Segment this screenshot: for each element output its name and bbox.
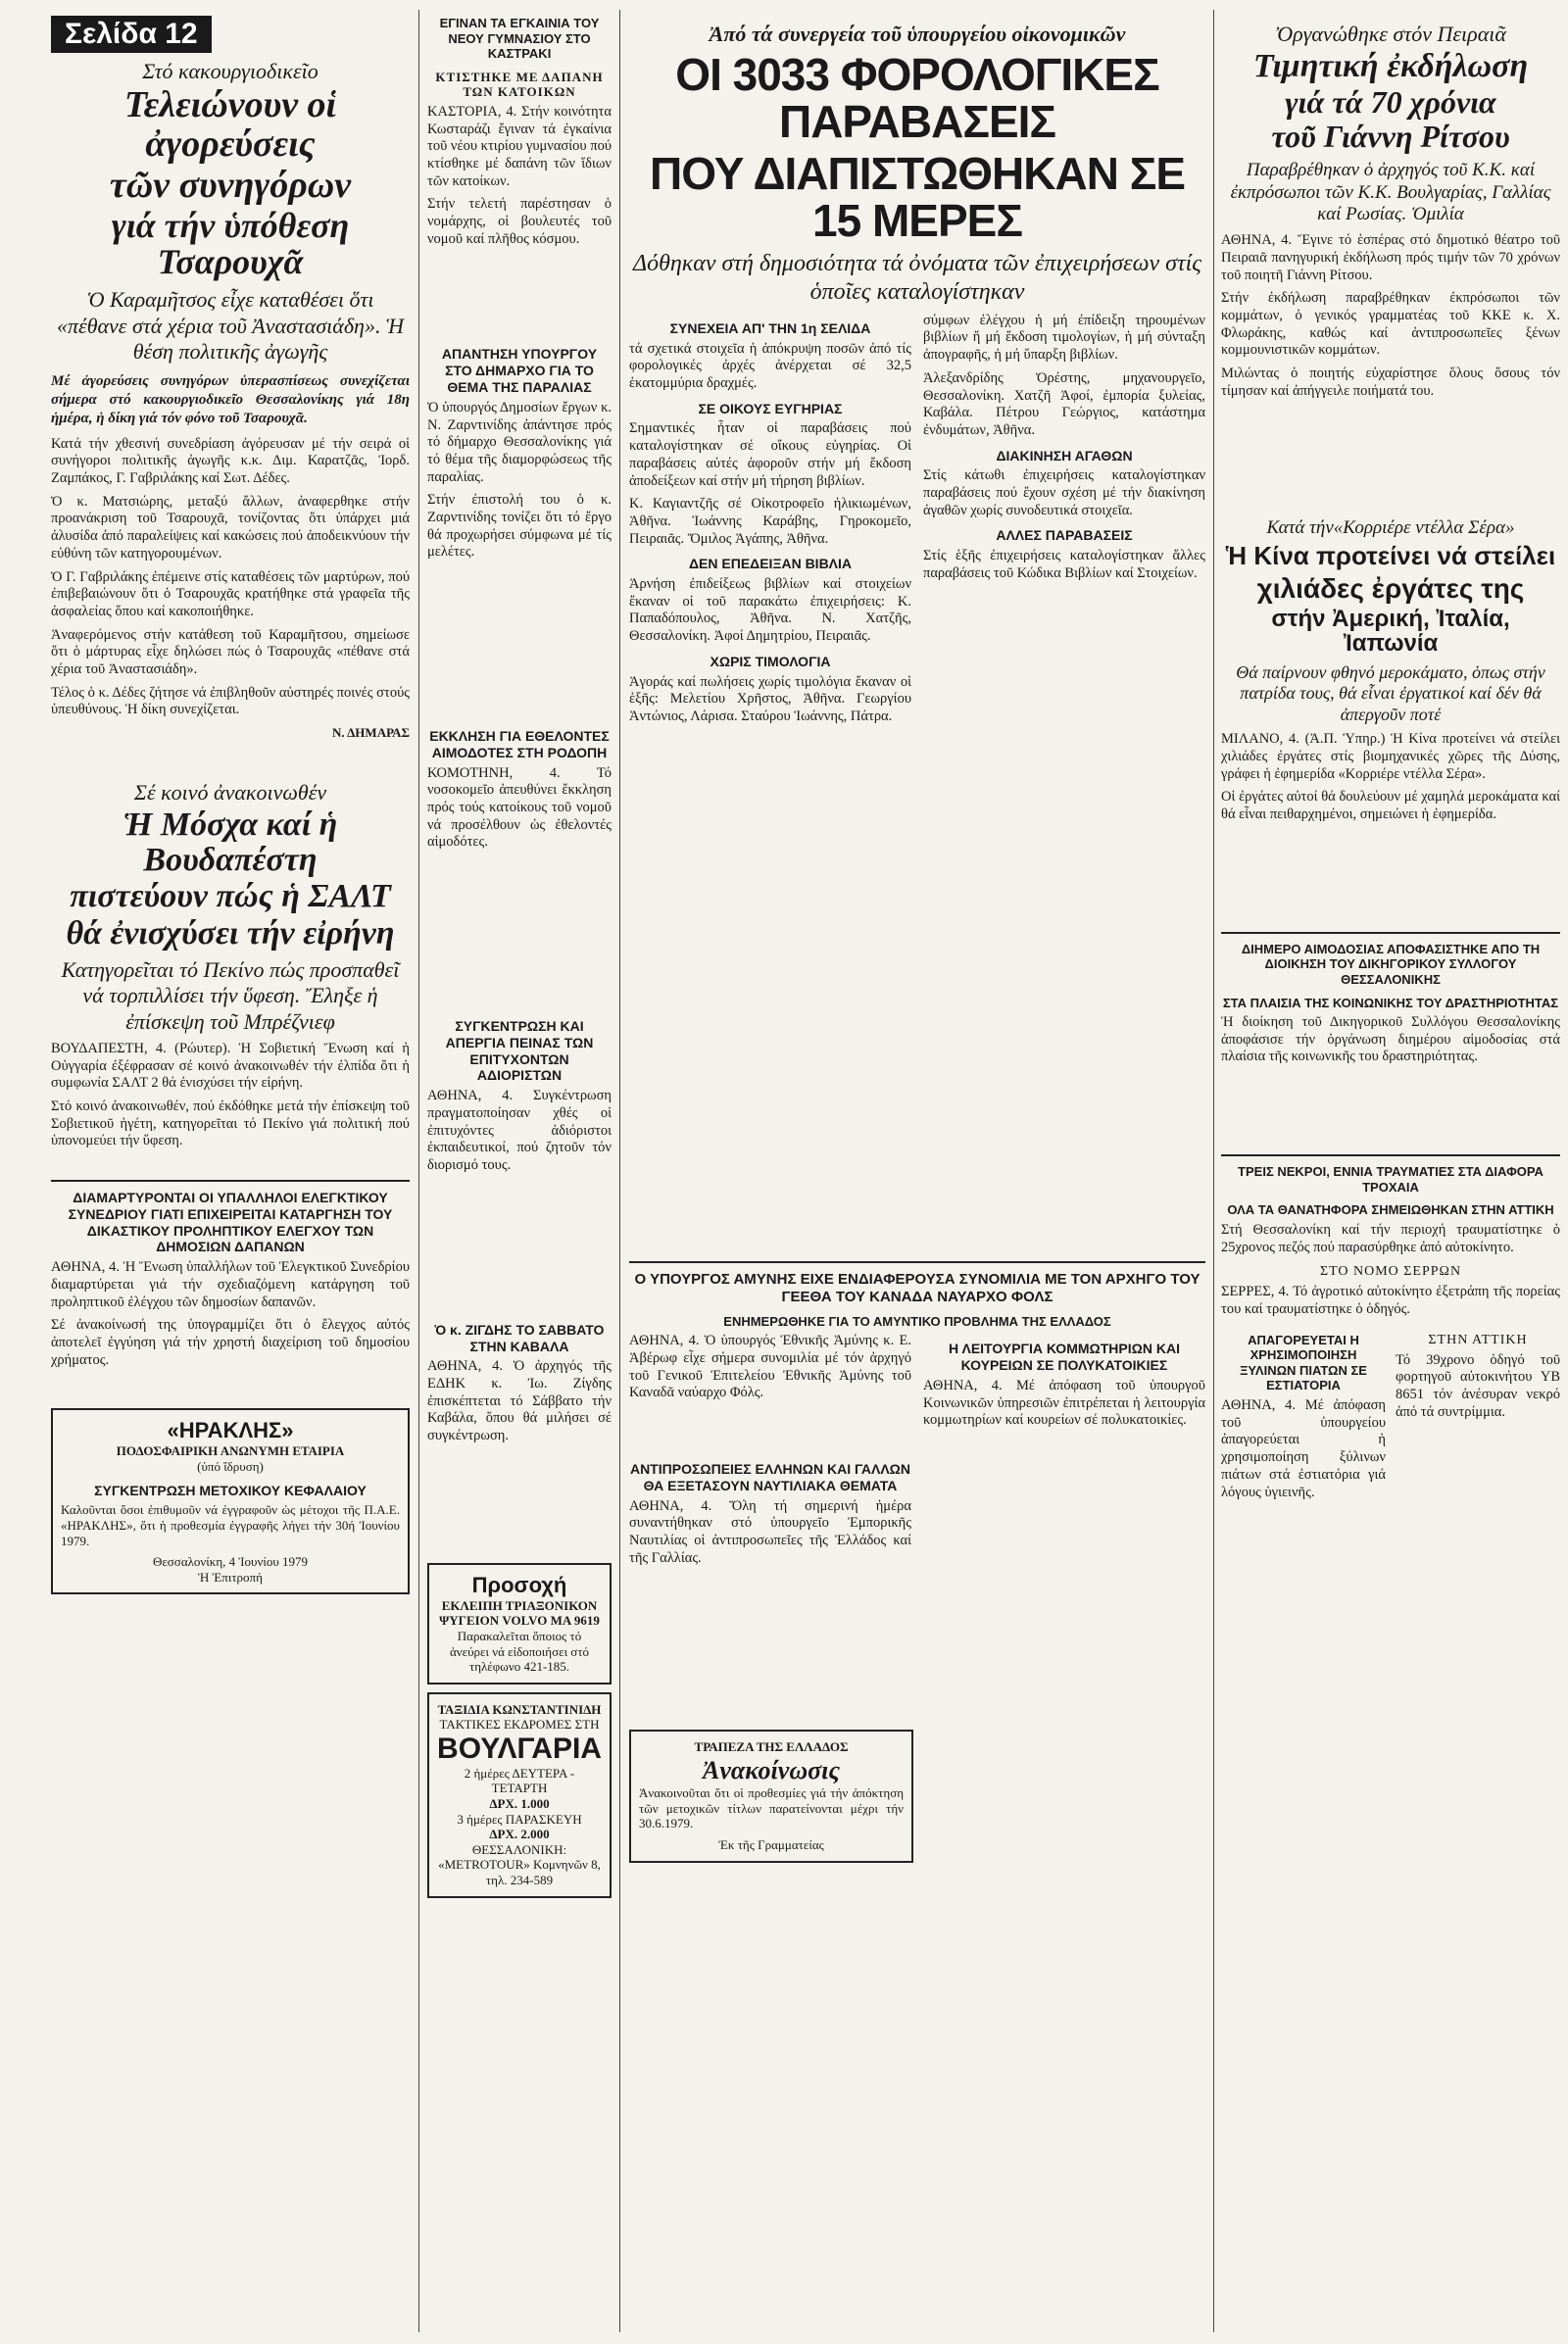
traffic-subhead-serres: ΣΤΟ ΝΟΜΟ ΣΕΡΡΩΝ [1319,1264,1462,1280]
section-divider [51,1180,410,1182]
tax-paragraph: Ἀγοράς καί πωλήσεις χωρίς τιμολόγια ἔκαναν οἱ ἑξῆς: Μελετίου Χρῆστος, Ἀθῆνα. Γεωργίου Ἀντώνιος, Λάρισα. Σταύρου Ἰωάννης, Πάτρα. [629,673,911,724]
volvo-notice-subtitle: ΕΚΛΕΙΠΗ ΤΡΙΑΞΟΝΙΚΟΝ ΨΥΓΕΙΟΝ VOLVO ΜΑ 9619 [439,1597,600,1629]
article2-deck: Κατηγορεῖται τό Πεκίνο πώς προσπαθεῖ νά τορπιλλίσει τήν ὕφεση. Ἔληξε ἡ ἐπίσκεψη τοῦ Μπρέζνιεφ [61,956,400,1034]
ritsos-paragraph: ΑΘΗΝΑ, 4. Ἔγινε τό ἑσπέρας στό δημοτικό θέατρο τοῦ Πειραιᾶ πανηγυρική ἐκδήλωση πρός τιμήν τῶν 70 χρόνων τοῦ ποιητῆ Γιάννη Ρίτσου. [1221,232,1560,283]
china-paragraph: ΜΙΛΑΝΟ, 4. (Ἀ.Π. Ὑπηρ.) Ἡ Κίνα προτείνει νά στείλει χιλιάδες ἐργάτες στίς βιομηχανικές χῶρες τῆς Δύσης, γράφει ἡ ἐφημερίδα «Κορριέρε ντέλλα Σέρα». [1221,731,1560,782]
travel-ad-option2: 3 ἡμέρες ΠΑΡΑΣΚΕΥΗ [457,1811,582,1827]
article1-headline-line2: τῶν συνηγόρων [109,164,352,206]
article2-paragraph: Στό κοινό ἀνακοινωθέν, πού ἐκδόθηκε μετά τήν ἐπίσκεψη τοῦ Σοβιετικοῦ ἡγέτη, κατηγορεῖται τό Πεκίνο γιά πολιτική πού ὑπονομεύει τήν ὕφεση. [51,1098,410,1149]
zigdis-paragraph: ΑΘΗΝΑ, 4. Ὁ ἀρχηγός τῆς ΕΔΗΚ κ. Ἰω. Ζίγδης ἐπισκέπτεται τό Σάββατο τήν Καβάλα, ὅπου θά μιλήσει σέ συγκέντρωση. [427,1358,612,1444]
article1-paragraph: Ὁ κ. Ματσιώρης, μεταξύ ἄλλων, ἀναφερθηκε στήν προανάκριση τοῦ Τσαρουχᾶ, τονίζοντας ὅτι ὑπάρχει μιά ἀλυσίδα ἀπό παραλείψεις καί κακώσεις πού ἀποδεικνύουν τήν εὐθύνη τῶν κατηγορουμένων. [51,493,410,562]
tax-deck: Δόθηκαν στή δημοσιότητα τά ὀνόματα τῶν ἐπιχειρήσεων στίς ὁποῖες καταλογίστηκαν [632,251,1202,305]
traffic-subheadline: ΟΛΑ ΤΑ ΘΑΝΑΤΗΦΟΡΑ ΣΗΜΕΙΩΘΗΚΑΝ ΣΤΗΝ ΑΤΤΙΚΗ [1227,1202,1554,1218]
shipping-headline: ΑΝΤΙΠΡΟΣΩΠΕΙΕΣ ΕΛΛΗΝΩΝ ΚΑΙ ΓΑΛΛΩΝ ΘΑ ΕΞΕΤΑΣΟΥΝ ΝΑΥΤΙΛΙΑΚΑ ΘΕΜΑΤΑ [629,1461,911,1493]
tax-paragraph: Κ. Καγιαντζῆς σέ Οἰκοτροφεῖο ἡλικιωμένων, Ἀθῆνα. Ἰωάννης Καράβης, Γηροκομεῖο, Πειραιᾶς. Ὅμιλος Ἀγάπης, Ἀθῆνα. [629,496,911,547]
lower-center-columns [629,1333,1205,1573]
travel-ad-address: ΘΕΣΣΑΛΟΝΙΚΗ: «METROTOUR» Κομνηνῶν 8, τηλ. 234-589 [438,1841,601,1888]
school-paragraph: ΚΑΣΤΟΡΙΑ, 4. Στήν κοινότητα Κωσταράζι ἔγιναν τά ἐγκαίνια τοῦ νέου κτιρίου γυμνασίου πού κτίσθηκε μέ δαπάνη τῶν ἴδιων τῶν κατοίκων. [427,103,612,189]
shipping-paragraph: ΑΘΗΝΑ, 4. Ὅλη τή σημερινή ἡμέρα συναντήθηκαν στό ὑπουργεῖο Ἐμπορικῆς Ναυτιλίας οἱ ἀντιπροσωπεῖες τῆς Ἑλλάδος καί τῆς Γαλλίας. [629,1497,911,1566]
tax-subhead: ΑΛΛΕΣ ΠΑΡΑΒΑΣΕΙΣ [996,527,1133,544]
volvo-notice-body: Παρακαλεῖται ὅποιος τό ἀνεύρει νά εἰδοποιήσει στό τηλέφωνο 421-185. [449,1628,590,1675]
lower-center-col-b [923,1333,1205,1573]
blood-donor-headline: ΕΚΚΛΗΣΗ ΓΙΑ ΕΘΕΛΟΝΤΕΣ ΑΙΜΟΔΟΤΕΣ ΣΤΗ ΡΟΔΟΠΗ [429,728,610,760]
ritsos-headline-line2: γιά τά 70 χρόνια [1285,83,1496,120]
column-second [427,16,612,2328]
ritsos-deck: Παραβρέθηκαν ὁ ἀρχηγός τοῦ Κ.Κ. καί ἐκπρόσωποι τῶν Κ.Κ. Βουλγαρίας, Γαλλίας καί Ρωσίας. Ὁμιλία [1230,159,1551,225]
section-divider [629,1261,1205,1263]
hunger-strike-paragraph: ΑΘΗΝΑ, 4. Συγκέντρωση πραγματοποίησαν χθές οἱ ἐπιτυχόντες ἀδιόριστοι ἐκπαιδευτικοί, πού ζητοῦν τόν διορισμό τους. [427,1088,612,1174]
bank-notice-head: ΤΡΑΠΕΖΑ ΤΗΣ ΕΛΛΑΔΟΣ [694,1739,849,1755]
ad-heading: ΣΥΓΚΕΝΤΡΩΣΗ ΜΕΤΟΧΙΚΟΥ ΚΕΦΑΛΑΙΟΥ [94,1482,367,1498]
hunger-strike-headline: ΣΥΓΚΕΝΤΡΩΣΗ ΚΑΙ ΑΠΕΡΓΙΑ ΠΕΙΝΑΣ ΤΩΝ ΕΠΙΤΥΧΟΝΤΩΝ ΑΔΙΟΡΙΣΤΩΝ [445,1018,594,1084]
china-deck: Θά παίρνουν φθηνό μεροκάματο, ὁπως στήν πατρίδα τους, θά εἶναι ἐργατικοί καί δέν θά ἀπεργοῦν ποτέ [1236,661,1545,724]
traffic-paragraph: Τό 39χρονο ὁδηγό τοῦ φορτηγοῦ αὐτοκινήτου ΥΒ 8651 τόν ἀνέσυραν νεκρό ἀπό τά συντρίμμια. [1396,1351,1560,1420]
tax-headline-line1: ΟΙ 3033 ΦΟΡΟΛΟΓΙΚΕΣ ΠΑΡΑΒΑΣΕΙΣ [675,49,1159,148]
defense-paragraph: ΑΘΗΝΑ, 4. Ὁ ὑπουργός Ἐθνικῆς Ἀμύνης κ. Ε. Ἀβέρωφ εἶχε σήμερα συνομιλία μέ τόν ἀρχηγό τοῦ Γενικοῦ Ἐπιτελείου Ἐθνικῆς Ἀμύνης τοῦ Καναδᾶ ναύαρχο Φόλς. [629,1333,911,1401]
ad-paren: (ὑπό ἵδρυση) [197,1458,264,1474]
traffic-headline: ΤΡΕΙΣ ΝΕΚΡΟΙ, ΕΝΝΙΑ ΤΡΑΥΜΑΤΙΕΣ ΣΤΑ ΔΙΑΦΟΡΑ ΤΡΟΧΑΙΑ [1238,1164,1544,1195]
travel-ad-price2: ΔΡΧ. 2.000 [489,1827,550,1842]
ritsos-paragraph: Μιλώντας ὁ ποιητής εὐχαρίστησε ὅλους ὅσους τόν τίμησαν καί ἀπήγγειλε ποιήματά του. [1221,366,1560,399]
ritsos-headline-line1: Τιμητική ἐκδήλωση [1252,48,1529,84]
bank-notice-signature: Ἐκ τῆς Γραμματείας [718,1837,824,1853]
school-headline: ΕΓΙΝΑΝ ΤΑ ΕΓΚΑΙΝΙΑ ΤΟΥ ΝΕΟΥ ΓΥΜΝΑΣΙΟΥ ΣΤΟ ΚΑΣΤΡΑΚΙ [439,16,600,62]
ad-body: Καλοῦνται ὅσοι ἐπιθυμοῦν νά ἐγγραφοῦν ὡς μέτοχοι τῆς Π.Α.Ε. «ΗΡΑΚΛΗΣ», ὅτι ἡ προθεσμία ἐγγραφῆς λήγει τήν 30ή Ἰουνίου 1979. [61,1502,400,1548]
minister-paragraph: Στήν ἐπιστολή του ὁ κ. Ζαρντινίδης τονίζει ὅτι τό ἔργο θά προχωρήσει σύμφωνα μέ τίς μελέτες. [427,492,612,561]
travel-ad-subtitle: ΤΑΚΤΙΚΕΣ ΕΚΔΡΟΜΕΣ ΣΤΗ [439,1717,600,1733]
tax-body-col-a [629,313,911,732]
minister-paragraph: Ὁ ὑπουργός Δημοσίων ἔργων κ. Ν. Ζαρντινίδης ἀπάντησε πρός τό δήμαρχο Θεσσαλονίκης γιά τό θέμα τῆς διαμορφώσεως τῆς παραλίας. [427,399,612,485]
bank-notice-body: Ἀνακοινοῦται ὅτι οἱ προθεσμίες γιά τήν ἀπόκτηση τῶν μετοχικῶν τίτλων παρατείνονται μέχρι τήν 30.6.1979. [639,1785,904,1831]
article2-headline-line3: θά ἐνισχύσει τήν εἰρήνη [66,915,395,952]
ritsos-kicker: Ὀργανώθηκε στόν Πειραιᾶ [1275,22,1506,46]
article1-paragraph: Τέλος ὁ κ. Δέδες ζήτησε νά ἐπιβληθοῦν αὐστηρές ποινές στούς ὑπευθύνους. Ἡ δίκη συνεχίζεται. [51,684,410,718]
china-paragraph: Οἱ ἐργάτες αὐτοί θά δουλεύουν μέ χαμηλά μεροκάματα καί θά εἶναι πειθαρχημένοι, σημειώνει ἡ ἐφημερίδα. [1221,789,1560,823]
travel-advertisement [427,1692,612,1898]
iraklis-advertisement [51,1408,410,1594]
tax-paragraph: Ἀρνήση ἐπιδείξεως βιβλίων καί στοιχείων ἔκαναν οἱ τοῦ παρακάτω ἐπιχειρήσεις: Κ. Παπαδόπουλος, Ἀθῆνα. Ν. Χατζῆς, Θεσσαλονίκη. Ἀφοί Δημητρίου, Πειραιᾶς. [629,576,911,645]
tax-subhead: ΔΕΝ ΕΠΕΔΕΙΞΑΝ ΒΙΒΛΙΑ [688,556,853,572]
china-kicker: Κατά τήν«Κορριέρε ντέλλα Σέρα» [1266,517,1515,539]
bank-notice-title: Ἀνακοίνωσις [703,1755,840,1784]
volvo-notice-title: Προσοχή [471,1572,567,1597]
wooden-plates-headline: ΑΠΑΓΟΡΕΥΕΤΑΙ Η ΧΡΗΣΙΜΟΠΟΙΗΣΗ ΞΥΛΙΝΩΝ ΠΙΑΤΩΝ ΣΕ ΕΣΤΙΑΤΟΡΙΑ [1240,1332,1367,1393]
salon-paragraph: ΑΘΗΝΑ, 4. Μέ ἀπόφαση τοῦ ὑπουργοῦ Κοινωνικῶν ὑπηρεσιῶν ἐπιτρέπεται ἡ λειτουργία κομμωτηρίων καί κουρείων σέ πολυκατοικίες. [923,1377,1205,1429]
ritsos-headline-line3: τοῦ Γιάννη Ρίτσου [1271,119,1510,155]
article2-headline-line1: Ἡ Μόσχα καί ἡ Βουδαπέστη [122,806,338,878]
tax-paragraph: Στίς ἑξῆς ἐπιχειρήσεις καταλογίστηκαν ἄλλες παραβάσεις τοῦ Κώδικα Βιβλίων καί Στοιχείων. [923,548,1205,581]
tax-headline-line2: ΠΟΥ ΔΙΑΠΙΣΤΩΘΗΚΑΝ ΣΕ 15 ΜΕΡΕΣ [649,147,1185,246]
section-divider [1221,932,1560,934]
article3-headline: ΔΙΑΜΑΡΤΥΡΟΝΤΑΙ ΟΙ ΥΠΑΛΛΗΛΟΙ ΕΛΕΓΚΤΙΚΟΥ ΣΥΝΕΔΡΙΟΥ ΓΙΑΤΙ ΕΠΙΧΕΙΡΕΙΤΑΙ ΚΑΤΑΡΓΗΣΗ ΤΟΥ ΔΙΚΑΣΤΙΚΟΥ ΠΡΟΛΗΠΤΙΚΟΥ ΕΛΕΓΧΟΥ ΤΩΝ ΔΗΜΟΣΙΩΝ ΔΑΠΑΝΩΝ [68,1190,393,1255]
defense-subheadline: ΕΝΗΜΕΡΩΘΗΚΕ ΓΙΑ ΤΟ ΑΜΥΝΤΙΚΟ ΠΡΟΒΛΗΜΑ ΤΗΣ ΕΛΛΑΔΟΣ [723,1313,1111,1329]
ad-signature: Ἡ Ἐπιτροπή [198,1569,263,1585]
lower-right-col-b [1396,1325,1560,1508]
article1-kicker: Στό κακουργιοδικεῖο [142,59,318,83]
tax-paragraph: Στίς κάτωθι ἐπιχειρήσεις καταλογίστηκαν παραβάσεις πού ἔχουν σχέση μέ τήν διακίνηση ἀγαθῶν χωρίς συνοδευτικά στοιχεῖα. [923,467,1205,518]
travel-ad-title: ΤΑΞΙΔΙΑ ΚΩΝΣΤΑΝΤΙΝΙΔΗ [437,1701,602,1717]
lawyers-paragraph: Ἡ διοίκηση τοῦ Δικηγορικοῦ Συλλόγου Θεσσαλονίκης ἀποφάσισε τήν ὀργάνωση διημέρου αἱμοδοσίας στά πλαίσια τῆς κοινωνικῆς του δραστηριότητας. [1221,1014,1560,1065]
lower-right-col-a [1221,1325,1386,1508]
traffic-paragraph: Στή Θεσσαλονίκη καί τήν περιοχή τραυματίστηκε ὁ 25χρονος πεζός πού παρασύρθηκε ἀπό αὐτοκίνητο. [1221,1221,1560,1255]
section-divider [1221,1154,1560,1156]
school-paragraph: Στήν τελετή παρέστησαν ὁ νομάρχης, οἱ βουλευτές τοῦ νομοῦ καί πλῆθος κόσμου. [427,196,612,247]
tax-subhead: ΔΙΑΚΙΝΗΣΗ ΑΓΑΘΩΝ [996,447,1133,464]
tax-body-col-b [923,313,1205,732]
article1-deck: Ὁ Καραμῆτσος εἶχε καταθέσει ὅτι «πέθανε στά χέρια τοῦ Ἀναστασιάδη». Ἡ θέση πολιτικῆς ἀγωγῆς [57,287,404,365]
article1-paragraph: Κατά τήν χθεσινή συνεδρίαση ἀγόρευσαν μέ τήν σειρά οἱ συνήγοροι πολιτικῆς ἀγωγῆς κ.κ. Διμ. Καρατζᾶς, Ἰορδ. Ζαμπάκος, Γ. Γαβριλάκης καί Σωτ. Δέδες. [51,435,410,487]
travel-ad-price1: ΔΡΧ. 1.000 [489,1796,550,1812]
article2-paragraph: ΒΟΥΔΑΠΕΣΤΗ, 4. (Ρώυτερ). Ἡ Σοβιετική Ἕνωση καί ἡ Οὐγγαρία ἐξέφρασαν σέ κοινό ἀνακοινωθέν τήν ἐλπίδα ὅτι ἡ συμφωνία ΣΑΛΤ 2 θά ἐνισχύσει τήν εἰρήνη. [51,1040,410,1092]
lawyers-headline: ΔΙΗΜΕΡΟ ΑΙΜΟΔΟΣΙΑΣ ΑΠΟΦΑΣΙΣΤΗΚΕ ΑΠΟ ΤΗ ΔΙΟΙΚΗΣΗ ΤΟΥ ΔΙΚΗΓΟΡΙΚΟΥ ΣΥΛΛΟΓΟΥ ΘΕΣΣΑΛΟΝΙΚΗΣ [1241,941,1541,987]
tax-subhead: ΧΩΡΙΣ ΤΙΜΟΛΟΓΙΑ [710,653,831,669]
article2-headline-line2: πιστεύουν πώς ἡ ΣΑΛΤ [70,878,391,915]
ad-subtitle: ΠΟΔΟΣΦΑΙΡΙΚΗ ΑΝΩΝΥΜΗ ΕΤΑΙΡΙΑ [116,1443,345,1459]
article1-paragraph: Ἀναφερόμενος στήν κατάθεση τοῦ Καραμῆτσου, σημείωσε ὅτι ὁ μάρτυρας εἶχε δηλώσει πώς ὁ Τσαρουχᾶς «πέθανε στά χέρια τοῦ Ἀναστασιάδη». [51,626,410,677]
china-headline-line3: στήν Ἀμερική, Ἰταλία, Ἰαπωνία [1271,606,1510,658]
bank-notice [629,1730,913,1862]
tax-paragraph: σύμφων ἐλέγχου ἡ μή ἐπίδειξη τηρουμένων βιβλίων ἤ μή ἔκδοση τιμολογίων, ἡ μή σύνταξη ἀπογραφῆς, ἡ μή ὕπαρξη βιβλίων. [923,312,1205,364]
wooden-plates-paragraph: ΑΘΗΝΑ, 4. Μέ ἀπόφαση τοῦ ὑπουργείου ἀπαγορεύεται ἡ χρησιμοποίηση ξύλινων πιάτων στά ἐστιατόρια γιά λόγους ὑγιεινῆς. [1221,1397,1386,1500]
column-left [51,16,410,2328]
travel-ad-option1: 2 ἡμέρες ΔΕΥΤΕΡΑ - ΤΕΤΑΡΤΗ [464,1765,575,1796]
tax-paragraph: τά σχετικά στοιχεῖα ἡ ἀπόκρυψη ποσῶν ἀπό τίς φορολογικές ἀρχές ἀνέρχεται σέ 32,5 ἑκατομμύρια δραχμές. [629,340,911,391]
ad-title: «ΗΡΑΚΛΗΣ» [167,1418,294,1443]
china-headline-line2: χιλιάδες ἐργάτες της [1256,572,1525,604]
ad-date: Θεσσαλονίκη, 4 Ἰουνίου 1979 [152,1554,309,1570]
column-rule-3 [1213,10,1214,2332]
lawyers-subheadline: ΣΤΑ ΠΛΑΙΣΙΑ ΤΗΣ ΚΟΙΝΩΝΙΚΗΣ ΤΟΥ ΔΡΑΣΤΗΡΙΟΤΗΤΑΣ [1222,995,1559,1010]
article1-paragraph: Ὁ Γ. Γαβριλάκης ἐπέμεινε στίς καταθέσεις τῶν μαρτύρων, πού ἐπιβεβαιώνουν ὅτι ὁ Τσαρουχᾶς κρατήθηκε στά γραφεῖα τῆς ἀσφαλείας ὅπου καί κακοποιήθηκε. [51,568,410,619]
school-subheadline: ΚΤΙΣΤΗΚΕ ΜΕ ΔΑΠΑΝΗ ΤΩΝ ΚΑΤΟΙΚΩΝ [435,69,604,100]
tax-paragraph: Σημαντικές ἦταν οἱ παραβάσεις πού καταλογίστηκαν σέ οἴκους εὐγηρίας. Οἱ παραβάσεις αὐτές ἀφοροῦν στήν μή ἔκδοση ἀποδείξεων καί στήν μή τήρηση βιβλίων. [629,420,911,489]
article3-paragraph: Σέ ἀνακοίνωσή της ὑπογραμμίζει ὅτι ὁ ἔλεγχος αὐτός ἀποτελεῖ ἐγγύηση γιά τήν χρηστή διαχείριση τοῦ δημοσίου χρήματος. [51,1317,410,1368]
ritsos-paragraph: Στήν ἐκδήλωση παραβρέθηκαν ἐκπρόσωποι τῶν κομμάτων, ὁ γενικός γραμματέας τοῦ ΚΚΕ κ. Χ. Φλωράκης, καθώς καί ἀντιπροσωπεῖες ξένων κομμουνιστικῶν κομμάτων. [1221,290,1560,359]
defense-headline: Ο ΥΠΟΥΡΓΟΣ ΑΜΥΝΗΣ ΕΙΧΕ ΕΝΔΙΑΦΕΡΟΥΣΑ ΣΥΝΟΜΙΛΙΑ ΜΕ ΤΟΝ ΑΡΧΗΓΟ ΤΟΥ ΓΕΕΘΑ ΤΟΥ ΚΑΝΑΔΑ ΝΑΥΑΡΧΟ ΦΟΛΣ [634,1270,1200,1305]
lower-right-columns [1221,1325,1560,1508]
volvo-notice [427,1563,612,1685]
column-rule-1 [418,10,419,2332]
article2-kicker: Σέ κοινό ἀνακοινωθέν [133,780,327,805]
page-number-label: Σελίδα 12 [51,16,212,53]
tax-kicker: Ἀπό τά συνεργεία τοῦ ὑπουργείου οἰκονομικῶν [709,22,1126,46]
tax-paragraph: Ἀλεξανδρίδης Ὀρέστης, μηχανουργεῖο, Θεσσαλονίκη. Χατζῆ Ἀφοί, ἐμπορία ξυλείας, Καβάλα. Πέτρου Γεώργιος, κατάστημα ἐνδυμάτων, Ἀθῆνα. [923,369,1205,438]
column-center [629,16,1205,2328]
traffic-subhead-attica: ΣΤΗΝ ΑΤΤΙΚΗ [1428,1332,1528,1347]
article1-author: Ν. ΔΗΜΑΡΑΣ [331,725,410,740]
china-headline-line1: Ἡ Κίνα προτείνει νά στείλει [1225,541,1556,571]
column-rule-2 [619,10,620,2332]
minister-headline: ΑΠΑΝΤΗΣΗ ΥΠΟΥΡΓΟΥ ΣΤΟ ΔΗΜΑΡΧΟ ΓΙΑ ΤΟ ΘΕΜΑ ΤΗΣ ΠΑΡΑΛΙΑΣ [441,346,598,396]
article3-paragraph: ΑΘΗΝΑ, 4. Ἡ Ἕνωση ὑπαλλήλων τοῦ Ἐλεγκτικοῦ Συνεδρίου διαμαρτύρεται γιά τήν σχεδιαζόμενη κατάργηση τοῦ προληπτικοῦ ἐλέγχου τῶν δημοσίων δαπανῶν. [51,1259,410,1310]
article1-lede: Μέ ἀγορεύσεις συνηγόρων ὑπερασπίσεως συνεχίζεται σήμερα στό κακουργιοδικεῖο Θεσσαλονίκης γιά 18η ἡμέρα, ἡ δίκη γιά τόν φόνο τοῦ Τσαρουχᾶ. [51,373,410,426]
salon-headline: Η ΛΕΙΤΟΥΡΓΙΑ ΚΟΜΜΩΤΗΡΙΩΝ ΚΑΙ ΚΟΥΡΕΙΩΝ ΣΕ ΠΟΛΥΚΑΤΟΙΚΙΕΣ [949,1341,1180,1374]
tax-subhead: ΣΕ ΟΙΚΟΥΣ ΕΥΓΗΡΙΑΣ [698,400,843,416]
traffic-paragraph: ΣΕΡΡΕΣ, 4. Τό ἀγροτικό αὐτοκίνητο ἐξετράπη τῆς πορείας του καί τραυματίστηκε ὁ ὁδηγός. [1221,1284,1560,1318]
article1-headline-line1: Τελειώνουν οἱ ἀγορεύσεις [123,84,337,165]
tax-body-columns [629,313,1205,732]
column-right [1221,16,1560,2328]
article1-headline-line3: γιά τήν ὑπόθεση Τσαρουχᾶ [111,205,350,282]
zigdis-headline: Ὁ κ. ΖΙΓΔΗΣ ΤΟ ΣΑΒΒΑΤΟ ΣΤΗΝ ΚΑΒΑΛΑ [434,1321,605,1354]
travel-ad-destination: ΒΟΥΛΓΑΡΙΑ [437,1732,602,1765]
blood-donor-paragraph: ΚΟΜΟΤΗΝΗ, 4. Τό νοσοκομεῖο ἀπευθύνει ἔκκληση πρός τούς κατοίκους τοῦ νομοῦ νά προσέλθουν ὡς ἐθελοντές αἱμοδότες. [427,764,612,851]
tax-subhead: ΣΥΝΕΧΕΙΑ ΑΠ' ΤΗΝ 1η ΣΕΛΙΔΑ [669,319,871,336]
lower-center-col-a [629,1333,911,1573]
